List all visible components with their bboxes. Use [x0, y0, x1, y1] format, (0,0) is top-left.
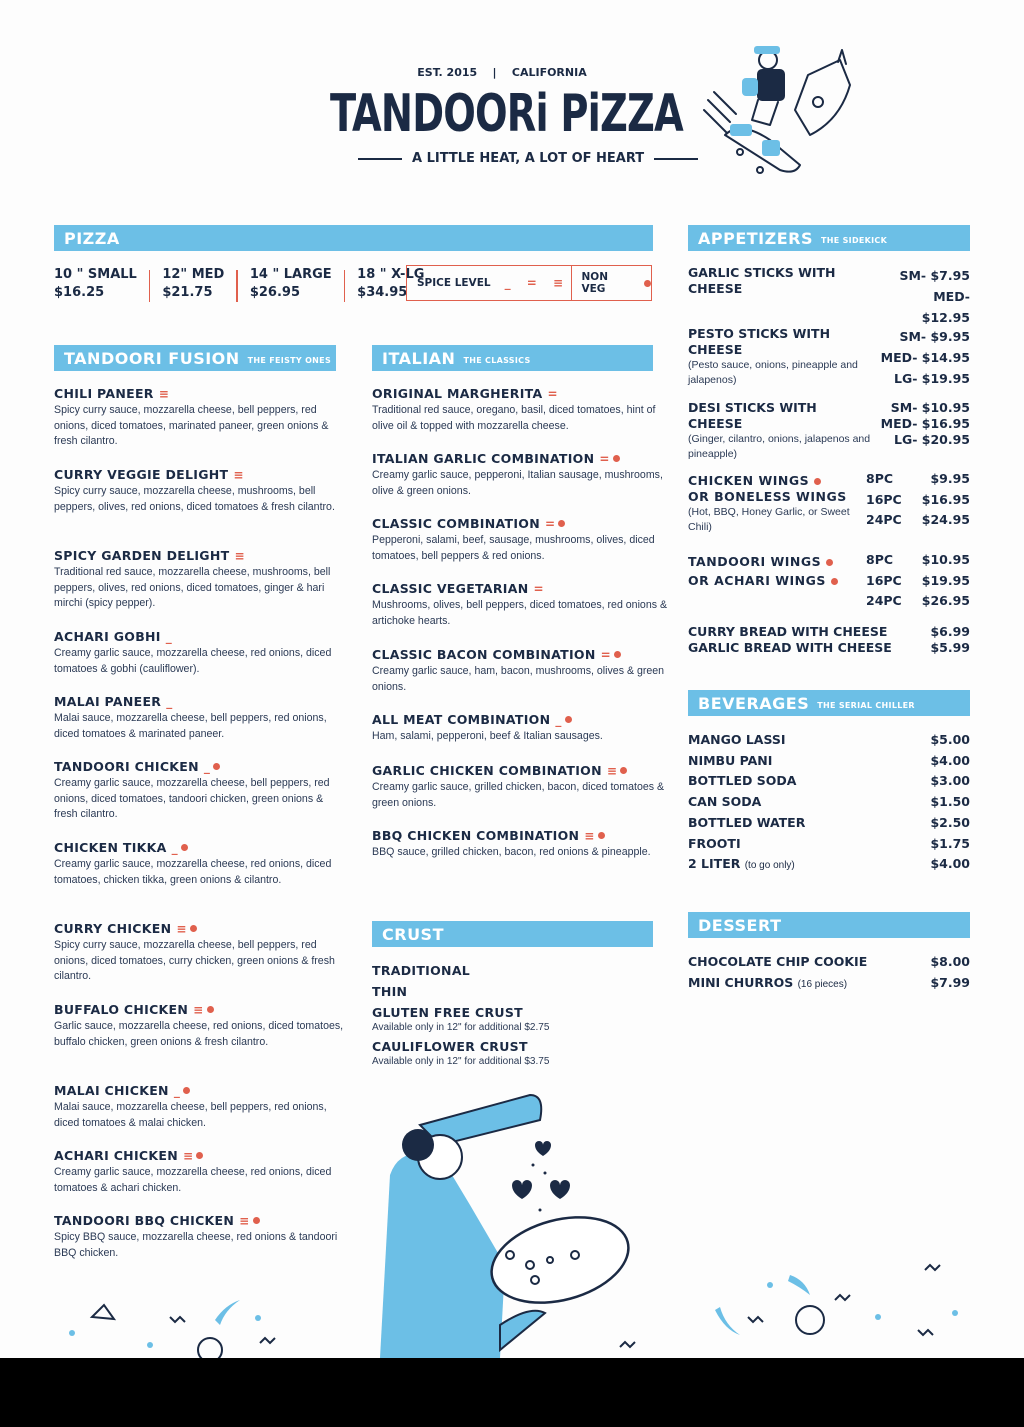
item-name-line: [372, 828, 667, 844]
item-name: BBQ CHICKEN COMBINATION: [372, 828, 580, 843]
item-name-line: [54, 467, 349, 483]
menu-item: [372, 451, 667, 499]
item-name: TANDOORI CHICKEN: [54, 759, 199, 774]
spice-level-key: [407, 266, 572, 300]
spice-level-icon: _: [165, 630, 173, 644]
menu-item: [54, 759, 349, 823]
section-title: APPETIZERS: [698, 228, 814, 248]
tagline-text: A LITTLE HEAT, A LOT OF HEART: [412, 151, 645, 166]
price: SM- $9.95: [899, 329, 970, 344]
spice-level-icon: ≡: [233, 468, 244, 482]
non-veg-dot-icon: [826, 559, 833, 566]
item-name: TANDOORI WINGS: [688, 554, 822, 569]
section-header-pizza: [54, 225, 653, 251]
price: MED- $12.95: [921, 289, 970, 325]
item-name: ACHARI GOBHI: [54, 629, 161, 644]
item-name: ACHARI CHICKEN: [54, 1148, 178, 1163]
menu-item: [372, 828, 667, 861]
menu-item: [54, 386, 349, 450]
item-prices: [885, 265, 970, 328]
spice-level-icon: =: [533, 582, 544, 596]
item-name-line: [688, 732, 786, 750]
item-name: ORIGINAL MARGHERITA: [372, 386, 543, 401]
spice-level-icon: ≡: [158, 387, 170, 401]
item-desc: Creamy garlic sauce, mozzarella cheese, bell peppers, red onions, diced tomatoes, tandoori chicken, green onions & fresh cilantro.: [54, 777, 330, 820]
item-desc: Spicy curry sauce, mozzarella cheese, bell peppers, red onions, diced tomatoes, curry chicken, green onions & fresh cilantro.: [54, 939, 335, 982]
item-name-line: [54, 759, 349, 775]
spice-level-icon: =: [544, 517, 556, 531]
item-name: TANDOORI BBQ CHICKEN: [54, 1213, 235, 1228]
item-name: CAN SODA: [688, 794, 762, 810]
price-row: [688, 975, 970, 993]
non-veg-dot-icon: [190, 925, 197, 932]
item-desc: Traditional red sauce, mozzarella cheese, mushrooms, bell peppers, olives, red onions, diced tomatoes, ginger & hari mirchi (spicy pepper).: [54, 566, 331, 609]
tagline-rule-left: [358, 158, 402, 160]
spice-level-icon: ≡: [234, 549, 245, 563]
item-name: GARLIC CHICKEN COMBINATION: [372, 763, 602, 778]
price: $16.95: [921, 491, 970, 507]
non-veg-dot-icon: [181, 844, 188, 851]
crust-desc: Available only in 12" for additional $3.75: [372, 1056, 550, 1067]
section-title: ITALIAN: [382, 348, 456, 368]
spice-level-icon: ≡: [584, 829, 595, 843]
item-name: NIMBU PANI: [688, 752, 773, 768]
item-desc: Creamy garlic sauce, mozzarella cheese, red onions, diced tomatoes & gobhi (cauliflower).: [54, 647, 332, 675]
section-header-italian: [372, 345, 653, 371]
section-title: BEVERAGES: [698, 693, 810, 713]
non-veg-dot-icon: [598, 832, 605, 839]
non-veg-dot-icon: [613, 455, 620, 462]
piece-count: 24PC: [866, 512, 902, 527]
item-name: BOTTLED SODA: [688, 773, 797, 789]
price: $9.95: [930, 471, 970, 486]
spice-level-icon: ≡: [176, 922, 187, 936]
item-name-line: [688, 856, 795, 874]
non-veg-dot-icon: [565, 716, 572, 723]
item-name: CURRY BREAD WITH CHEESE: [688, 624, 888, 639]
crust-name: GLUTEN FREE CRUST: [372, 1005, 523, 1020]
price-row: [688, 794, 970, 812]
spice-level-icon: ≡: [182, 1149, 194, 1163]
size-label: 12" MED: [162, 267, 225, 282]
piece-count: 8PC: [866, 552, 894, 567]
menu-item: [54, 921, 349, 985]
price: $26.95: [921, 593, 970, 608]
spice-level-icon: ≡: [606, 764, 618, 778]
price: $1.75: [930, 835, 970, 851]
item-name: CURRY CHICKEN: [54, 921, 172, 936]
price: $24.95: [921, 512, 970, 527]
size-price: $26.95: [249, 285, 301, 300]
item-info: [688, 326, 858, 389]
menu-item: [372, 386, 667, 434]
item-name: CHICKEN WINGS: [688, 473, 810, 488]
size-divider: [149, 270, 151, 302]
item-desc: Creamy garlic sauce, grilled chicken, bacon, diced tomatoes & green onions.: [372, 781, 665, 809]
menu-item: [54, 629, 349, 677]
item-desc: Spicy curry sauce, mozzarella cheese, mushrooms, bell peppers, olives, red onions, diced tomatoes & fresh cilantro.: [54, 485, 335, 513]
item-name-line: [688, 975, 847, 993]
appetizer-curry-bread: [688, 624, 970, 640]
price: $7.99: [930, 975, 970, 990]
item-prices: [881, 400, 970, 462]
price: $6.99: [930, 624, 970, 639]
item-name-alt: OR ACHARI WINGS: [688, 573, 826, 588]
size-divider: [344, 270, 346, 302]
menu-item: [372, 516, 667, 564]
item-name: GARLIC STICKS WITH CHEESE: [688, 265, 836, 296]
wing-prices: [922, 550, 970, 612]
item-note: (16 pieces): [797, 979, 848, 990]
item-name: SPICY GARDEN DELIGHT: [54, 548, 230, 563]
price: $2.50: [930, 814, 970, 830]
skateboarder-illustration-icon: [700, 40, 870, 190]
price: MED- $14.95: [880, 350, 970, 365]
item-name-line: [372, 712, 667, 728]
price: $10.95: [921, 552, 970, 567]
item-desc: Garlic sauce, mozzarella cheese, red onions, diced tomatoes, buffalo chicken, green onions & fresh cilantro.: [54, 1020, 344, 1048]
non-veg-dot-icon: [831, 578, 838, 585]
price-row: [688, 954, 970, 972]
spice-level-icon: _ = ≡: [504, 276, 570, 290]
crust-name: TRADITIONAL: [372, 963, 471, 978]
item-name-alt: OR BONELESS WINGS: [688, 489, 847, 504]
pizza-sizes: [54, 266, 424, 302]
section-header-crust: [372, 921, 653, 947]
item-name: CLASSIC COMBINATION: [372, 516, 540, 531]
price: $4.00: [930, 752, 970, 768]
price: $1.50: [930, 794, 970, 810]
item-name-line: [688, 815, 805, 833]
item-name: GARLIC BREAD WITH CHEESE: [688, 640, 892, 655]
size-divider: [236, 270, 238, 302]
item-name-line: [688, 773, 796, 791]
spice-level-icon: _: [171, 841, 178, 855]
crust-name: THIN: [372, 984, 408, 999]
item-name-line: [688, 552, 858, 571]
item-desc: Ham, salami, pepperoni, beef & Italian sausages.: [372, 730, 603, 742]
menu-item: [372, 763, 667, 811]
piece-count: 16PC: [866, 572, 902, 588]
established-year: EST. 2015: [417, 66, 478, 79]
item-name: CHOCOLATE CHIP COOKIE: [688, 954, 868, 969]
item-name: BOTTLED WATER: [688, 814, 806, 830]
menu-item: [54, 694, 349, 742]
item-name: CLASSIC BACON COMBINATION: [372, 647, 596, 662]
item-name: MINI CHURROS: [688, 975, 794, 990]
section-header-beverages: [688, 690, 970, 716]
section-subtitle: THE SERIAL CHILLER: [817, 700, 915, 710]
crust-list: [372, 962, 662, 1069]
item-name: CHILI PANEER: [54, 386, 154, 401]
item-desc: Traditional red sauce, oregano, basil, diced tomatoes, hint of olive oil & topped with mozzarella cheese.: [372, 404, 656, 432]
non-veg-key: [572, 266, 652, 300]
item-desc: Spicy curry sauce, mozzarella cheese, bell peppers, red onions, diced tomatoes, marinated paneer, green onions & fresh cilantro.: [54, 404, 329, 447]
item-name-line: [688, 794, 761, 812]
price-row: [688, 836, 970, 854]
non-veg-label: NON VEG: [581, 271, 609, 295]
item-name-line: [688, 954, 867, 972]
size-price: $21.75: [162, 285, 213, 300]
price: MED- $16.95: [880, 416, 970, 431]
item-name-line: [688, 473, 858, 489]
item-name-line: [372, 763, 667, 779]
menu-item: [54, 548, 349, 612]
item-name-line: [372, 647, 667, 663]
non-veg-dot-icon: [814, 478, 821, 485]
non-veg-dot-icon: [207, 1006, 214, 1013]
crust-desc: Available only in 12" for additional $2.75: [372, 1022, 550, 1033]
item-name-line: [54, 629, 349, 645]
item-name-line: [54, 840, 349, 856]
item-name-line: [688, 836, 741, 854]
item-desc: Creamy garlic sauce, mozzarella cheese, red onions, diced tomatoes, chicken tikka, green onions & cilantro.: [54, 858, 332, 886]
size-med: [162, 266, 224, 302]
menu-item: [372, 712, 667, 745]
item-desc: Creamy garlic sauce, pepperoni, Italian sausage, mushrooms, olive & green onions.: [372, 469, 663, 497]
non-veg-dot-icon: [614, 651, 621, 658]
item-info: [688, 400, 873, 462]
section-title: TANDOORI FUSION: [64, 348, 240, 368]
piece-count: 16PC: [866, 491, 902, 507]
wing-prices: [922, 469, 970, 531]
item-desc: BBQ sauce, grilled chicken, bacon, red onions & pineapple.: [372, 846, 651, 858]
crust-name: CAULIFLOWER CRUST: [372, 1039, 528, 1054]
section-subtitle: THE FEISTY ONES: [247, 355, 331, 365]
size-label: 14 " LARGE: [249, 267, 332, 282]
item-name: FROOTI: [688, 835, 741, 851]
item-desc: (Ginger, cilantro, onions, jalapenos and pineapple): [688, 433, 871, 460]
section-header-tandoori-fusion: [54, 345, 336, 371]
item-name: CHICKEN TIKKA: [54, 840, 167, 855]
item-name-line: [688, 753, 772, 771]
size-large: [250, 266, 332, 302]
item-name-line: [372, 386, 667, 402]
appetizer-tandoori-wings: [688, 552, 858, 590]
appetizer-desi-sticks: [688, 400, 970, 462]
section-header-appetizers: [688, 225, 970, 251]
menu-item: [54, 467, 349, 515]
price-row: [688, 773, 970, 791]
appetizer-garlic-bread: [688, 640, 970, 656]
wing-counts: [866, 550, 902, 612]
item-note: (to go only): [744, 860, 795, 872]
item-name: ALL MEAT COMBINATION: [372, 712, 551, 727]
tagline-rule-right: [654, 158, 698, 160]
appetizer-garlic-sticks: [688, 265, 970, 328]
price: $5.00: [930, 732, 970, 747]
spice-level-icon: _: [203, 760, 211, 774]
item-desc: Pepperoni, salami, beef, sausage, mushrooms, olives, diced tomatoes, bell peppers & red onions.: [372, 534, 655, 562]
price-row: [688, 856, 970, 874]
location: CALIFORNIA: [511, 66, 587, 79]
chef-sprinkling-pizza-illustration-icon: [0, 1085, 1024, 1358]
non-veg-dot-icon: [620, 767, 627, 774]
item-name: CLASSIC VEGETARIAN: [372, 581, 529, 596]
price-row: [688, 815, 970, 833]
item-name: ITALIAN GARLIC COMBINATION: [372, 451, 595, 466]
item-desc: Creamy garlic sauce, mozzarella cheese, red onions, diced tomatoes & achari chicken.: [54, 1166, 332, 1194]
spice-level-icon: _: [166, 695, 173, 709]
menu-item: [54, 840, 349, 888]
established-line: [0, 66, 1024, 79]
price: SM- $10.95: [890, 400, 970, 415]
item-name: MANGO LASSI: [688, 732, 786, 747]
spice-level-icon: =: [600, 648, 611, 662]
item-desc: Malai sauce, mozzarella cheese, bell peppers, red onions, diced tomatoes & malai chicken.: [54, 1101, 327, 1129]
item-name: PESTO STICKS WITH CHEESE: [688, 326, 831, 357]
section-title: DESSERT: [698, 915, 782, 935]
price: $8.00: [930, 954, 970, 969]
item-prices: [881, 326, 970, 389]
non-veg-dot-icon: [213, 763, 220, 770]
spice-level-icon: _: [173, 1084, 181, 1098]
size-price: $34.95: [357, 285, 408, 300]
section-subtitle: THE SIDEKICK: [821, 235, 888, 245]
item-name: CURRY VEGGIE DELIGHT: [54, 467, 229, 482]
price: LG- $20.95: [893, 432, 970, 447]
price: $4.00: [930, 856, 970, 872]
item-name-line: [54, 1002, 349, 1018]
item-name-line: [688, 571, 858, 590]
item-name: BUFFALO CHICKEN: [54, 1002, 189, 1017]
size-label: 10 " SMALL: [54, 267, 137, 282]
item-desc: Creamy garlic sauce, ham, bacon, mushrooms, olives & green onions.: [372, 665, 665, 693]
section-title: CRUST: [382, 924, 444, 944]
menu-item: [372, 647, 667, 695]
menu-item: [54, 1002, 349, 1050]
non-veg-dot-icon: [558, 520, 565, 527]
item-name: MALAI CHICKEN: [54, 1083, 169, 1098]
spice-level-icon: =: [547, 387, 558, 401]
section-title: PIZZA: [64, 228, 120, 248]
item-name-line: [54, 386, 349, 402]
item-desc: (Hot, BBQ, Honey Garlic, or Sweet Chili): [688, 506, 850, 533]
item-name: 2 LITER: [688, 856, 741, 872]
item-name: DESI STICKS WITH CHEESE: [688, 400, 817, 431]
item-name-line: [372, 451, 667, 467]
item-name-line: [54, 921, 349, 937]
price: $19.95: [921, 572, 970, 588]
brand-logo: TANDOORi PiZZA: [330, 84, 683, 144]
item-name-line: [54, 548, 349, 564]
wing-counts: [866, 469, 902, 531]
price: SM- $7.95: [899, 268, 970, 283]
price: $5.99: [930, 640, 970, 655]
item-name: MALAI PANEER: [54, 694, 162, 709]
spice-level-icon: =: [599, 452, 610, 466]
section-subtitle: THE CLASSICS: [463, 355, 531, 365]
tagline: [358, 151, 698, 166]
divider: |: [492, 66, 497, 79]
spice-level-icon: ≡: [193, 1003, 204, 1017]
size-small: [54, 266, 137, 302]
spice-level-icon: ≡: [239, 1214, 250, 1228]
spice-level-label: SPICE LEVEL: [417, 277, 491, 289]
menu-item: [372, 581, 667, 629]
spice-level-icon: _: [555, 713, 562, 727]
item-desc: Spicy BBQ sauce, mozzarella cheese, red onions & tandoori BBQ chicken.: [54, 1231, 338, 1259]
non-veg-dot-icon: [644, 280, 651, 287]
appetizer-chicken-wings: [688, 473, 858, 535]
item-desc: Mushrooms, olives, bell peppers, diced tomatoes, red onions & artichoke hearts.: [372, 599, 668, 627]
section-header-dessert: [688, 912, 970, 938]
size-label: 18 " X-LG: [357, 267, 425, 282]
price-row: [688, 753, 970, 771]
piece-count: 24PC: [866, 593, 902, 608]
item-name-line: [54, 694, 349, 710]
price: $3.00: [930, 773, 970, 789]
appetizer-pesto-sticks: [688, 326, 970, 389]
spice-legend: [406, 265, 652, 301]
price: LG- $19.95: [893, 371, 970, 386]
item-name-line: [372, 516, 667, 532]
price-row: [688, 732, 970, 750]
piece-count: 8PC: [866, 471, 894, 486]
size-price: $16.25: [54, 285, 105, 300]
item-desc: Malai sauce, mozzarella cheese, bell peppers, red onions, diced tomatoes & marinated paneer.: [54, 712, 327, 740]
item-name-line: [372, 581, 667, 597]
item-desc: (Pesto sauce, onions, pineapple and jalapenos): [688, 359, 858, 386]
